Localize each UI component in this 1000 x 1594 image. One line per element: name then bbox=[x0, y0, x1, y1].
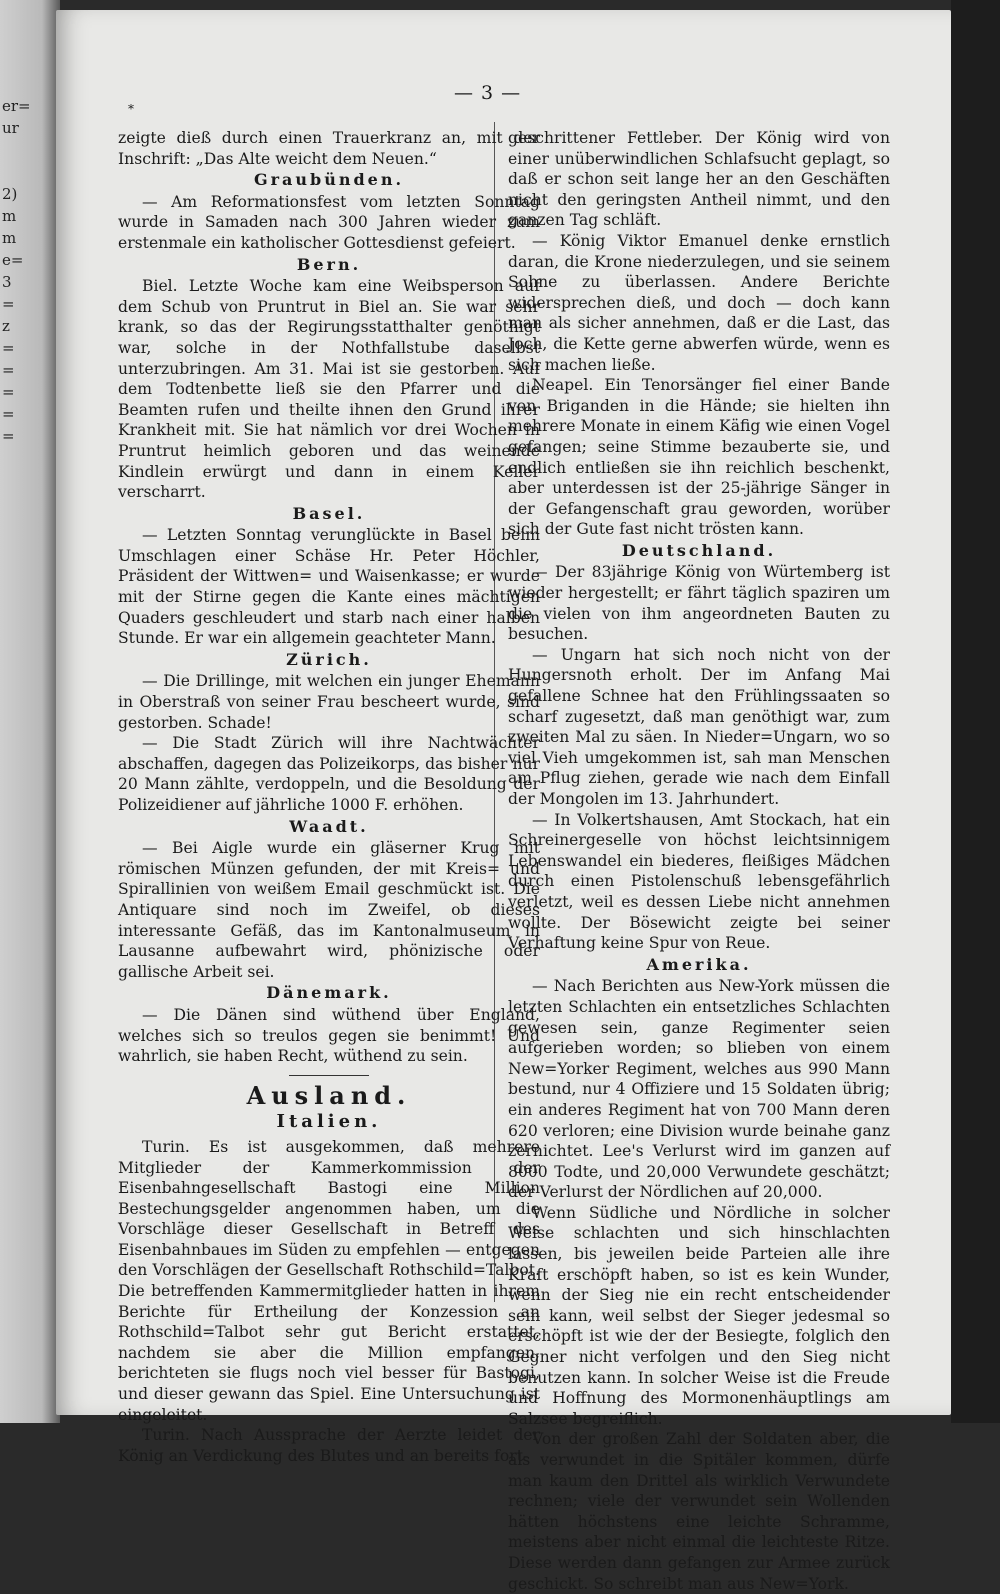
left-page-fragment: = bbox=[2, 361, 15, 379]
section-heading: Amerika. bbox=[646, 954, 752, 974]
left-page-fragment: = bbox=[2, 405, 15, 423]
left-page-fragment: 3 bbox=[2, 273, 12, 291]
left-column bbox=[118, 128, 540, 1466]
left-page-fragment: er= bbox=[2, 97, 31, 115]
left-page-fragment: = bbox=[2, 427, 15, 445]
article-paragraph: geschrittener Fettleber. Der König wird von einer unüberwindlichen Schlafsucht geplagt, so daß er schon seit lange her an den Geschäften nicht den geringsten Antheil nimmt, und den ganzen Tag schläft. bbox=[508, 129, 890, 230]
left-page-fragment: = bbox=[2, 295, 15, 313]
article-paragraph: Von der großen Zahl der Soldaten aber, die als verwundet in die Spitäler kommen, dürfe man kaum den Drittel als wirklich Verwundete rechnen; viele der verwundet sein Wollenden hätten höchstens eine leichte Schramme, meistens aber nicht einmal die leichteste Ritze. Diese werden dann gefangen zur Armee zurück geschickt. So schreibt man aus New=York. bbox=[508, 1430, 890, 1593]
article-paragraph: Wenn Südliche und Nördliche in solcher Weise schlachten und sich hinschlachten lassen, bis jeweilen beide Parteien alle ihre Kraft erschöpft haben, so ist es kein Wunder, wenn der Sieg nie ein recht entscheidender sein kann, weil selbst der Sieger jedesmal so erschöpft ist wie der der Besiegte, folglich den Gegner nicht verfolgen und den Sieg nicht benutzen kann. In solcher Weise ist die Freude und Hoffnung des Mormonenhäuptlings am Salzsee begreiflich. bbox=[508, 1203, 890, 1428]
adjacent-page-edge bbox=[0, 0, 60, 1423]
article-paragraph: Biel. Letzte Woche kam eine Weibsperson auf dem Schub von Pruntrut in Biel an. Sie war sehr krank, so das der Regirungsstatthalter genöthigt war, solche in der Nothfallstube daselbst unterzubringen. Am 31. Mai ist sie gestorben. Auf dem Todtenbette ließ sie den Pfarrer und die Beamten rufen und theilte ihnen den Grund ihrer Krankheit mit. Sie hat nämlich vor drei Wochen in Pruntrut heimlich geboren und das weinende Kindlein erwürgt und dann in einem Keller verscharrt. bbox=[118, 277, 540, 502]
article-paragraph: — König Viktor Emanuel denke ernstlich daran, die Krone niederzulegen, und sie seinem Sohne zu überlassen. Andere Berichte widersprechen dieß, und doch — doch kann man als sicher annehmen, daß er die Last, das Joch, die Kette gerne abwerfen würde, wenn es sich machen ließe. bbox=[508, 231, 890, 374]
section-heading: Bern. bbox=[296, 254, 362, 274]
section-heading: Graubünden. bbox=[253, 170, 405, 190]
article-paragraph: — Der 83jährige König von Würtemberg ist wieder hergestellt; er fährt täglich spaziren um die vielen von ihm angeordneten Bauten zu besuchen. bbox=[508, 563, 890, 644]
section-heading: Zürich. bbox=[286, 649, 372, 669]
article-paragraph: — Nach Berichten aus New-York müssen die letzten Schlachten ein entsetzliches Schlachten gewesen sein, ganze Regimenter seien aufgerieben worden; so blieben von einem New=Yorker Regiment, welches aus 990 Mann bestund, nur 4 Offiziere und 15 Soldaten übrig; ein anderes Regiment hat von 700 Mann deren 620 verloren; eine Division wurde beinahe ganz zernichtet. Lee's Verlurst wird im ganzen auf 8000 Todte, und 20,000 Verwundete geschätzt; der Verlurst der Nördlichen auf 20,000. bbox=[508, 977, 890, 1202]
section-heading: Waadt. bbox=[289, 816, 369, 836]
article-paragraph: — Am Reformationsfest vom letzten Sonntag wurde in Samaden nach 300 Jahren wieder zum erstenmale ein katholischer Gottesdienst gefeiert. bbox=[118, 192, 540, 252]
print-mark: ⁎ bbox=[128, 98, 134, 112]
article-paragraph: Turin. Nach Aussprache der Aerzte leidet der König an Verdickung des Blutes und an bereits fort- bbox=[118, 1426, 540, 1465]
left-page-fragment: z bbox=[2, 317, 10, 335]
article-paragraph: — Die Drillinge, mit welchen ein junger Ehemann in Oberstraß von seiner Frau bescheert wurde, sind gestorben. Schade! bbox=[118, 672, 540, 732]
section-heading: Ausland. bbox=[246, 1080, 412, 1110]
section-heading: Dänemark. bbox=[266, 983, 392, 1003]
section-heading: Basel. bbox=[292, 503, 366, 523]
right-column bbox=[508, 128, 890, 1594]
left-page-fragment: = bbox=[2, 383, 15, 401]
left-page-fragment: m bbox=[2, 229, 17, 247]
left-page-fragment: ur bbox=[2, 119, 19, 137]
article-paragraph: — Die Stadt Zürich will ihre Nachtwächter abschaffen, dagegen das Polizeikorps, das bisher nur 20 Mann zählte, verdoppeln, und die Besoldung der Polizeidiener auf jährliche 1000 F. erhöhen. bbox=[118, 734, 540, 814]
newspaper-page bbox=[56, 10, 951, 1593]
section-rule bbox=[289, 1075, 369, 1076]
article-paragraph: Neapel. Ein Tenorsänger fiel einer Bande von Briganden in die Hände; sie hielten ihn mehrere Monate in einem Käfig wie einen Vogel gefangen; seine Stimme bezauberte sie, und endlich entließen sie ihn reichlich beschenkt, aber unterdessen ist der 25-jährige Sänger in der Gefangenschaft grau geworden, worüber sich der Gute fast nicht trösten kann. bbox=[508, 376, 890, 539]
section-heading: Italien. bbox=[276, 1111, 382, 1133]
article-paragraph: — Letzten Sonntag verunglückte in Basel beim Umschlagen einer Schäse Hr. Peter Höchler, Präsident der Wittwen= und Waisenkasse; er wurde mit der Stirne gegen die Kante eines mächtigen Quaders geschleudert und starb nach einer halben Stunde. Er war ein allgemein geachteter Mann. bbox=[118, 526, 540, 648]
left-page-fragment: = bbox=[2, 339, 15, 357]
article-paragraph: — Ungarn hat sich noch nicht von der Hungersnoth erholt. Der im Anfang Mai gefallene Schnee hat den Frühlingssaaten so scharf zugesetzt, daß man genöthigt war, zum zweiten Mal zu säen. In Nieder=Ungarn, wo so viel Vieh umgekommen ist, sah man Menschen am Pflug ziehen, gerade wie nach dem Einfall der Mongolen im 13. Jahrhundert. bbox=[508, 645, 890, 808]
article-paragraph: — In Volkertshausen, Amt Stockach, hat ein Schreinergeselle von höchst leichtsinnigem Lebenswandel ein biederes, fleißiges Mädchen durch einen Pistolenschuß lebensgefährlich verletzt, weil es dessen Liebe nicht annehmen wollte. Der Bösewicht zeigte bei seiner Verhaftung keine Spur von Reue. bbox=[508, 810, 890, 953]
left-page-fragment: 2) bbox=[2, 185, 18, 203]
article-paragraph: — Bei Aigle wurde ein gläserner Krug mit römischen Münzen gefunden, der mit Kreis= und Spirallinien von weißem Email geschmückt ist. Die Antiquare sind noch im Zweifel, ob dieses interessante Gefäß, das im Kantonalmuseum in Lausanne aufbewahrt wird, phönizische oder gallische Arbeit sei. bbox=[118, 839, 540, 981]
article-paragraph: — Die Dänen sind wüthend über England, welches sich so treulos gegen sie benimmt! Und wahrlich, sie haben Recht, wüthend zu sein. bbox=[118, 1005, 540, 1066]
page-number: — 3 — bbox=[454, 82, 522, 104]
left-page-fragment: m bbox=[2, 207, 17, 225]
scan-background bbox=[951, 0, 1000, 1423]
left-page-fragment: e= bbox=[2, 251, 24, 269]
section-heading: Deutschland. bbox=[621, 540, 777, 560]
article-paragraph: Turin. Es ist ausgekommen, daß mehrere Mitglieder der Kammerkommission der Eisenbahngesellschaft Bastogi eine Million Bestechungsgelder angenommen haben, um die Vorschläge dieser Gesellschaft in Betreff des Eisenbahnbaues im Süden zu empfehlen — entgegen den Vorschlägen der Gesellschaft Rothschild=Talbot. Die betreffenden Kammermitglieder hatten in ihrem Berichte für Ertheilung der Konzession an Rothschild=Talbot sehr gut Bericht erstattet, nachdem sie aber die Million empfangen, berichteten sie flugs noch viel besser für Bastogi, und dieser gewann das Spiel. Eine Untersuchung ist eingeleitet. bbox=[118, 1137, 540, 1424]
article-paragraph: zeigte dieß durch einen Trauerkranz an, mit der Inschrift: „Das Alte weicht dem Neuen.“ bbox=[118, 129, 540, 168]
